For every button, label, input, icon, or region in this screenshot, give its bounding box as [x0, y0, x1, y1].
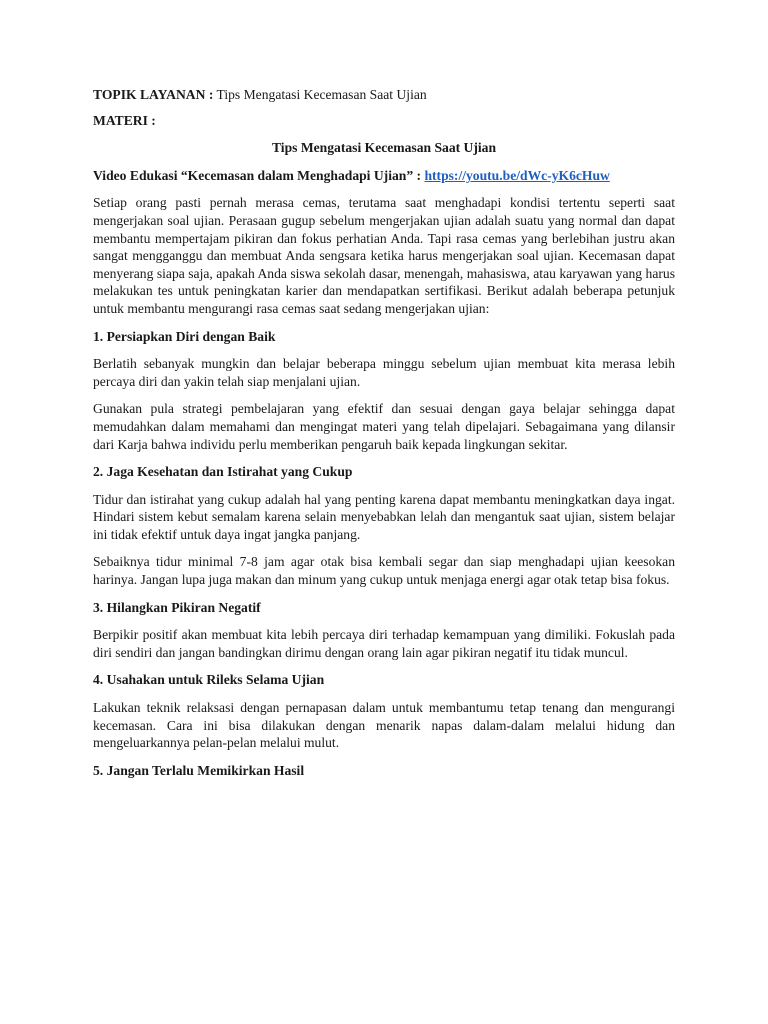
- document-page: [93, 86, 675, 789]
- section-heading-3: 3. Hilangkan Pikiran Negatif: [93, 599, 261, 615]
- document-title: Tips Mengatasi Kecemasan Saat Ujian: [271, 140, 497, 156]
- section-heading-2: 2. Jaga Kesehatan dan Istirahat yang Cukup: [93, 464, 353, 480]
- video-label: Video Edukasi “Kecemasan dalam Menghadapi Ujian” :: [93, 167, 425, 183]
- topic-value: Tips Mengatasi Kecemasan Saat Ujian: [213, 87, 427, 102]
- video-link[interactable]: https://youtu.be/dWc-yK6cHuw: [424, 167, 610, 183]
- section-heading-4: 4. Usahakan untuk Rileks Selama Ujian: [93, 672, 325, 688]
- section-3-paragraph-1: Berpikir positif akan membuat kita lebih percaya diri terhadap kemampuan yang dimiliki. Fokuslah pada diri sendiri dan jangan bandingkan dirimu dengan orang lain agar pikiran negatif itu tidak muncul.: [93, 627, 675, 660]
- section-1-paragraph-2: Gunakan pula strategi pembelajaran yang efektif dan sesuai dengan gaya belajar sehingga dapat memudahkan dalam memahami dan mengingat materi yang telah dipelajari. Sebagaimana yang dilansir dari Karja bahwa individu perlu memberikan pengaruh baik kepada lingkungan sekitar.: [93, 401, 675, 452]
- section-1-paragraph-1: Berlatih sebanyak mungkin dan belajar beberapa minggu sebelum ujian membuat kita merasa lebih percaya diri dan yakin telah siap menjalani ujian.: [93, 356, 675, 389]
- topic-label: TOPIK LAYANAN :: [93, 87, 214, 102]
- topic-line: [93, 86, 675, 104]
- video-line: [93, 167, 675, 185]
- section-2-paragraph-2: Sebaiknya tidur minimal 7-8 jam agar otak bisa kembali segar dan siap menghadapi ujian keesokan harinya. Jangan lupa juga makan dan minum yang cukup untuk menjaga energi agar otak tetap bisa fokus.: [93, 554, 675, 588]
- section-4-paragraph-1: Lakukan teknik relaksasi dengan pernapasan dalam untuk membantumu tetap tenang dan mengurangi kecemasan. Cara ini bisa dilakukan dengan menarik napas dalam-dalam melalui hidung dan mengeluarkannya pelan-pelan melalui mulut.: [93, 700, 675, 751]
- section-heading-1: 1. Persiapkan Diri dengan Baik: [93, 328, 276, 344]
- intro-paragraph: Setiap orang pasti pernah merasa cemas, terutama saat menghadapi kondisi tertentu seperti saat mengerjakan soal ujian. Perasaan gugup sebelum mengerjakan ujian adalah suatu yang normal dan dapat membantu mempertajam pikiran dan fokus perhatian Anda. Tapi rasa cemas yang berlebihan justru akan sangat mengganggu dan membuat Anda sengsara ketika harus mengerjakan soal ujian. Kecemasan dapat menyerang siapa saja, apakah Anda siswa sekolah dasar, menengah, mahasiswa, atau karyawan yang harus melakukan tes untuk peningkatan karier dan mendapatkan sertifikasi. Berikut adalah beberapa petunjuk untuk membantu mengurangi rasa cemas saat sedang mengerjakan ujian:: [93, 195, 675, 316]
- section-2-paragraph-1: Tidur dan istirahat yang cukup adalah hal yang penting karena dapat membantu meningkatkan daya ingat. Hindari sistem kebut semalam karena selain menyebabkan lelah dan mengantuk saat ujian, sistem belajar ini tidak efektif untuk daya ingat jangka panjang.: [93, 491, 675, 542]
- materi-label: MATERI :: [93, 112, 156, 128]
- section-heading-5: 5. Jangan Terlalu Memikirkan Hasil: [93, 762, 305, 778]
